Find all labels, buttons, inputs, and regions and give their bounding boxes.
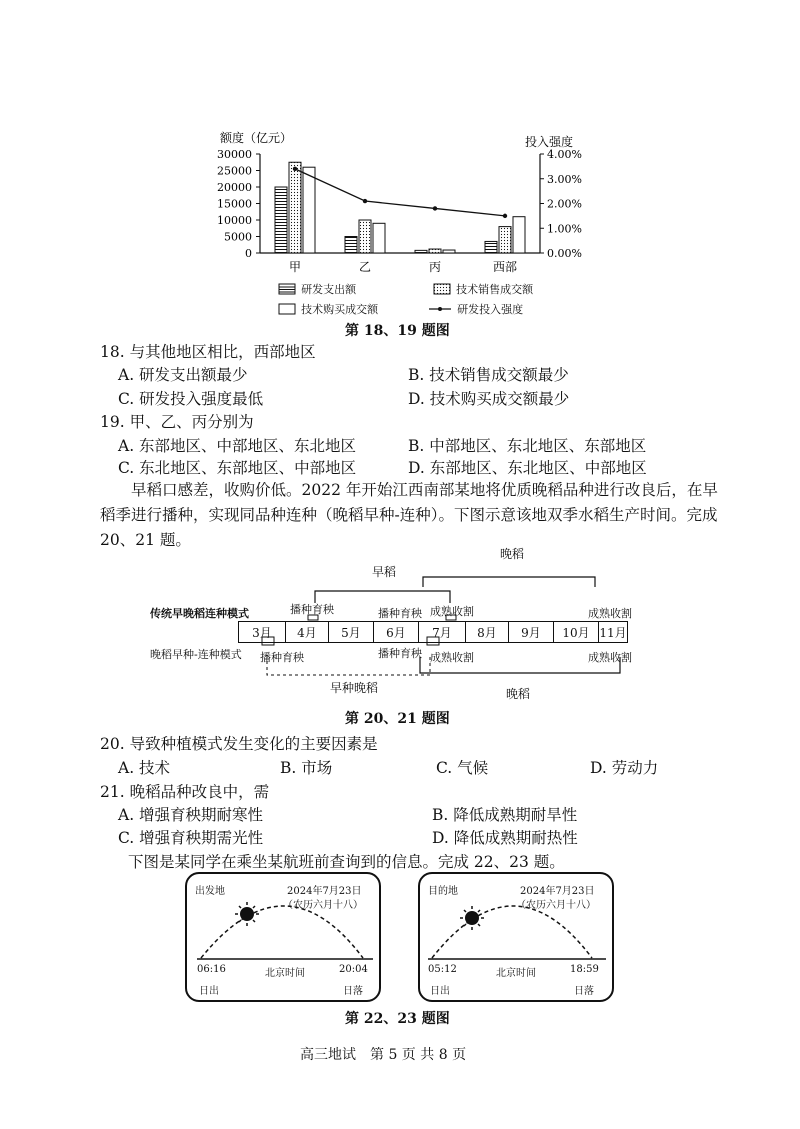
q19-option-c[interactable]: C. 东北地区、东部地区、中部地区 bbox=[118, 459, 357, 477]
q18-stem: 18. 与其他地区相比，西部地区 bbox=[100, 343, 316, 361]
fig2-caption: 第 20、21 题图 bbox=[345, 711, 450, 727]
destination-set: 日落 bbox=[574, 986, 594, 997]
destination-set-time: 18:59 bbox=[570, 964, 599, 975]
q20-option-a[interactable]: A. 技术 bbox=[118, 759, 171, 777]
fig2-t-seed2: 播种育秧 bbox=[378, 607, 422, 620]
x-tick-label: 西部 bbox=[492, 260, 518, 274]
y-left-tick-label: 10000 bbox=[217, 214, 252, 227]
sun-card-departure bbox=[185, 872, 381, 1002]
legend-item-buy bbox=[278, 298, 378, 317]
departure-rise: 日出 bbox=[199, 986, 219, 997]
bar-研发支出额 bbox=[275, 187, 287, 253]
x-tick-label: 丙 bbox=[428, 260, 442, 274]
bar-技术购买成交额 bbox=[373, 223, 385, 253]
bar-研发支出额 bbox=[485, 241, 497, 253]
fig2-timeline bbox=[140, 545, 660, 705]
departure-rise-time: 06:16 bbox=[197, 964, 226, 975]
fig2-top-label: 晚稻 bbox=[500, 547, 525, 561]
intensity-point bbox=[503, 214, 507, 218]
legend-swatch-rd bbox=[278, 283, 296, 295]
fig2-b-late: 晚稻 bbox=[506, 687, 531, 701]
destination-place: 目的地 bbox=[428, 886, 458, 897]
fig2-month-row bbox=[238, 621, 628, 643]
q21-stem: 21. 晚稻品种改良中，需 bbox=[100, 783, 270, 801]
q18-option-a[interactable]: A. 研发支出额最少 bbox=[118, 366, 248, 384]
month-cell: 9月 bbox=[508, 621, 554, 643]
legend-label-rd: 研发支出额 bbox=[301, 283, 357, 296]
intensity-line bbox=[295, 169, 505, 216]
legend-swatch-sale bbox=[433, 283, 451, 295]
q19-option-b[interactable]: B. 中部地区、东北地区、东部地区 bbox=[408, 437, 647, 455]
intensity-point bbox=[363, 199, 367, 203]
fig2-row2-label: 晚稻早种-连种模式 bbox=[150, 648, 242, 661]
bar-技术购买成交额 bbox=[303, 167, 315, 253]
month-cell: 4月 bbox=[285, 621, 329, 643]
q21-option-a[interactable]: A. 增强育秧期耐寒性 bbox=[118, 806, 264, 824]
fig2-b-early-late: 早种晚稻 bbox=[330, 681, 379, 695]
legend-item-intensity bbox=[428, 298, 523, 317]
destination-center: 北京时间 bbox=[496, 968, 536, 979]
y-right-tick-label: 1.00% bbox=[547, 222, 582, 236]
bar-技术购买成交额 bbox=[443, 250, 455, 253]
q19-option-a[interactable]: A. 东部地区、中部地区、东北地区 bbox=[118, 437, 357, 455]
page-footer: 高三地试 第 5 页 共 8 页 bbox=[300, 1047, 467, 1063]
legend-label-intensity: 研发投入强度 bbox=[457, 303, 524, 316]
q20-option-d[interactable]: D. 劳动力 bbox=[590, 759, 659, 777]
y-right-tick-label: 4.00% bbox=[547, 148, 582, 161]
y-left-tick-label: 15000 bbox=[217, 197, 252, 211]
fig2-t-harvest2: 成熟收割 bbox=[588, 607, 632, 620]
q21-option-b[interactable]: B. 降低成熟期耐旱性 bbox=[432, 806, 578, 824]
q20-stem: 20. 导致种植模式发生变化的主要因素是 bbox=[100, 735, 378, 753]
month-cell: 11月 bbox=[598, 621, 628, 643]
q21-option-d[interactable]: D. 降低成熟期耐热性 bbox=[432, 829, 578, 847]
x-tick-label: 甲 bbox=[288, 260, 302, 274]
q18-option-d[interactable]: D. 技术购买成交额最少 bbox=[408, 390, 570, 408]
q18-option-c[interactable]: C. 研发投入强度最低 bbox=[118, 390, 264, 408]
legend-label-sale: 技术销售成交额 bbox=[456, 283, 534, 296]
legend-swatch-buy bbox=[278, 303, 296, 315]
bar-研发支出额 bbox=[345, 237, 357, 254]
y-right-tick-label: 3.00% bbox=[547, 172, 582, 186]
destination-lunar: （农历六月十八） bbox=[516, 900, 596, 911]
fig2-early-label: 早稻 bbox=[372, 565, 397, 579]
month-cell: 10月 bbox=[553, 621, 599, 643]
fig2-row1-label: 传统早晚稻连种模式 bbox=[150, 607, 249, 620]
bar-研发支出额 bbox=[415, 250, 427, 253]
departure-date: 2024年7月23日 bbox=[287, 886, 362, 897]
bar-技术销售成交额 bbox=[289, 162, 301, 253]
y-right-title: 投入强度 bbox=[525, 135, 574, 149]
departure-set-time: 20:04 bbox=[339, 964, 368, 975]
month-cell: 8月 bbox=[465, 621, 509, 643]
x-tick-label: 乙 bbox=[358, 260, 372, 274]
y-left-tick-label: 25000 bbox=[217, 164, 252, 178]
intro-22-23: 下图是某同学在乘坐某航班前查询到的信息。完成 22、23 题。 bbox=[128, 853, 565, 871]
fig2-b-seed1: 播种育秧 bbox=[260, 651, 304, 664]
legend-item-rd bbox=[278, 278, 356, 297]
q19-stem: 19. 甲、乙、丙分别为 bbox=[100, 413, 254, 431]
fig2-t-harvest1: 成熟收割 bbox=[430, 605, 474, 618]
legend-label-buy: 技术购买成交额 bbox=[301, 303, 379, 316]
fig2-b-harvest1: 成熟收割 bbox=[430, 651, 474, 664]
sun-card-destination bbox=[418, 872, 614, 1002]
y-left-tick-label: 0 bbox=[245, 247, 252, 260]
fig2-t-seed1: 播种育秧 bbox=[290, 603, 334, 616]
q21-option-c[interactable]: C. 增强育秧期需光性 bbox=[118, 829, 264, 847]
destination-rise: 日出 bbox=[430, 986, 450, 997]
fig2-b-seed2: 播种育秧 bbox=[378, 647, 422, 660]
legend-item-sale bbox=[433, 278, 533, 297]
q20-option-c[interactable]: C. 气候 bbox=[436, 759, 489, 777]
month-cell: 7月 bbox=[418, 621, 466, 643]
departure-set: 日落 bbox=[343, 986, 363, 997]
bar-技术销售成交额 bbox=[359, 220, 371, 253]
bar-技术购买成交额 bbox=[513, 217, 525, 253]
destination-date: 2024年7月23日 bbox=[520, 886, 595, 897]
fig2-b-harvest2: 成熟收割 bbox=[588, 651, 632, 664]
departure-center: 北京时间 bbox=[265, 968, 305, 979]
y-left-tick-label: 30000 bbox=[217, 148, 252, 161]
intensity-point bbox=[433, 206, 437, 210]
departure-place: 出发地 bbox=[195, 886, 225, 897]
intensity-point bbox=[293, 167, 297, 171]
y-left-title: 额度（亿元） bbox=[220, 131, 293, 145]
destination-rise-time: 05:12 bbox=[428, 964, 457, 975]
fig3-caption: 第 22、23 题图 bbox=[345, 1011, 450, 1027]
intro-20-21: 早稻口感差，收购价低。2022 年开始江西南部某地将优质晚稻品种进行改良后，在早稻季进行播种，实现同品种连种（晚稻早种-连种）。下图示意该地双季水稻生产时间。完成 20、21 题。 bbox=[100, 481, 718, 549]
departure-lunar: （农历六月十八） bbox=[283, 900, 363, 911]
y-left-tick-label: 20000 bbox=[217, 181, 252, 194]
chart-legend bbox=[278, 278, 578, 318]
legend-swatch-intensity bbox=[428, 303, 452, 315]
q18-option-b[interactable]: B. 技术销售成交额最少 bbox=[408, 366, 569, 384]
y-right-tick-label: 0.00% bbox=[547, 247, 582, 260]
bar-技术销售成交额 bbox=[499, 227, 511, 253]
y-right-tick-label: 2.00% bbox=[547, 197, 582, 211]
y-left-tick-label: 5000 bbox=[224, 230, 252, 244]
month-cell: 5月 bbox=[328, 621, 374, 643]
q19-option-d[interactable]: D. 东部地区、东北地区、中部地区 bbox=[408, 459, 647, 477]
month-cell: 6月 bbox=[373, 621, 419, 643]
month-cell: 3月 bbox=[238, 621, 286, 643]
fig1-caption: 第 18、19 题图 bbox=[345, 323, 450, 339]
q20-option-b[interactable]: B. 市场 bbox=[280, 759, 333, 777]
bar-技术销售成交额 bbox=[429, 249, 441, 253]
